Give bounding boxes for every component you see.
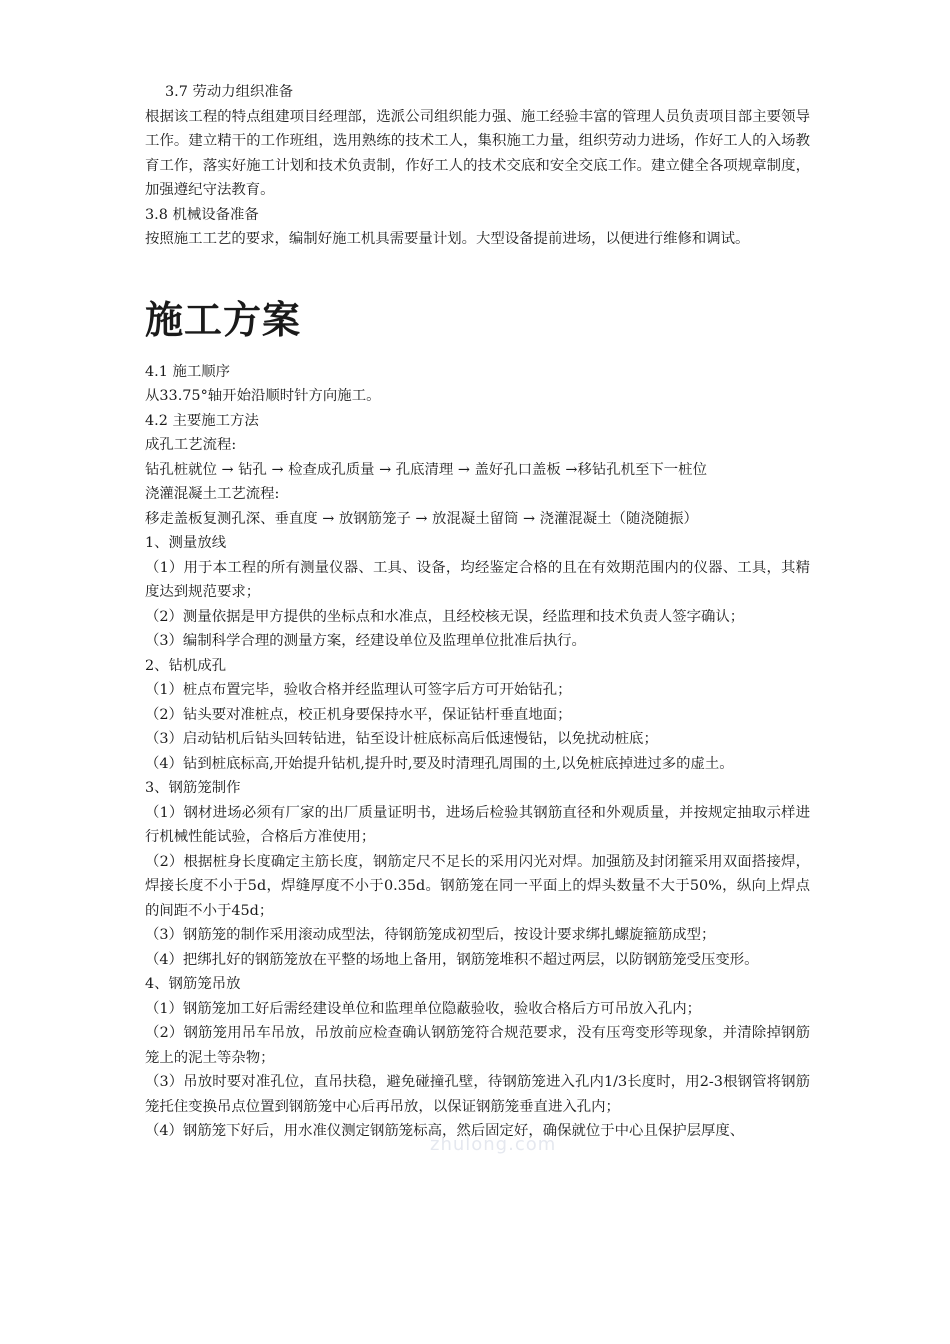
pouring-flow: 移走盖板复测孔深、垂直度 → 放钢筋笼子 → 放混凝土留筒 → 浇灌混凝土（随浇随振） bbox=[145, 510, 698, 527]
section-3-7-heading: 3.7 劳动力组织准备 bbox=[165, 84, 294, 100]
drill-item: （4）钻到桩底标高,开始提升钻机,提升时,要及时清理孔周围的土,以免桩底掉进过多的虚土。 bbox=[145, 755, 734, 772]
measure-item: （2）测量依据是甲方提供的坐标点和水准点，且经校核无误，经监理和技术负责人签字确认； bbox=[145, 608, 745, 625]
cage-item: （2）根据桩身长度确定主筋长度，钢筋定尺不足长的采用闪光对焊。加强筋及封闭箍采用双面搭接焊，焊接长度不小于5d，焊缝厚度不小于0.35d。钢筋笼在同一平面上的焊头数量不大于50%，纵向上焊点的间距不小于45d； bbox=[145, 853, 810, 919]
cage-heading: 3、钢筋笼制作 bbox=[145, 780, 241, 796]
measure-item: （3）编制科学合理的测量方案，经建设单位及监理单位批准后执行。 bbox=[145, 633, 586, 649]
hoist-item: （3）吊放时要对准孔位，直吊扶稳，避免碰撞孔壁，待钢筋笼进入孔内1/3长度时，用2-3根钢管将钢筋笼托住变换吊点位置到钢筋笼中心后再吊放，以保证钢筋笼垂直进入孔内； bbox=[145, 1074, 810, 1115]
drill-item: （3）启动钻机后钻头回转钻进，钻至设计桩底标高后低速慢钻，以免扰动桩底； bbox=[145, 731, 658, 747]
section-3-8-paragraph: 按照施工工艺的要求，编制好施工机具需要量计划。大型设备提前进场，以便进行维修和调试。 bbox=[145, 231, 750, 247]
hoist-item: （4）钢筋笼下好后，用水准仪测定钢筋笼标高，然后固定好，确保就位于中心且保护层厚度、 bbox=[145, 1123, 745, 1139]
drill-heading: 2、钻机成孔 bbox=[145, 657, 227, 674]
measure-item: （1）用于本工程的所有测量仪器、工具、设备，均经鉴定合格的且在有效期范围内的仪器、工具，其精度达到规范要求； bbox=[145, 559, 810, 600]
hoist-heading: 4、钢筋笼吊放 bbox=[145, 976, 241, 992]
drilling-flow: 钻孔桩就位 → 钻孔 → 检查成孔质量 → 孔底清理 → 盖好孔口盖板 →移钻孔机至下一桩位 bbox=[145, 461, 707, 478]
section-4-1-paragraph: 从33.75°轴开始沿顺时针方向施工。 bbox=[145, 388, 381, 404]
drill-item: （1）桩点布置完毕，验收合格并经监理认可签字后方可开始钻孔； bbox=[145, 682, 572, 698]
pouring-flow-label: 浇灌混凝土工艺流程: bbox=[145, 486, 280, 502]
cage-item: （4）把绑扎好的钢筋笼放在平整的场地上备用，钢筋笼堆积不超过两层，以防钢筋笼受压变形。 bbox=[145, 951, 759, 968]
drilling-flow-label: 成孔工艺流程: bbox=[145, 437, 237, 453]
measure-heading: 1、测量放线 bbox=[145, 535, 227, 551]
page-title: 施工方案 bbox=[145, 297, 302, 342]
cage-item: （1）钢材进场必须有厂家的出厂质量证明书，进场后检验其钢筋直径和外观质量，并按规定抽取示样进行机械性能试验，合格后方准使用； bbox=[145, 804, 810, 845]
section-3-8-heading: 3.8 机械设备准备 bbox=[145, 206, 259, 223]
drill-item: （2）钻头要对准桩点，校正机身要保持水平，保证钻杆垂直地面； bbox=[145, 706, 572, 723]
document-page bbox=[145, 80, 810, 1144]
section-3-7-paragraph: 根据该工程的特点组建项目经理部，选派公司组织能力强、施工经验丰富的管理人员负责项目部主要领导工作。建立精干的工作班组，选用熟练的技术工人，集积施工力量，组织劳动力进场，作好工人的入场教育工作，落实好施工计划和技术负责制，作好工人的技术交底和安全交底工作。建立健全各项规章制度，加强遵纪守法教育。 bbox=[145, 108, 810, 198]
hoist-item: （2）钢筋笼用吊车吊放，吊放前应检查确认钢筋笼符合规范要求，没有压弯变形等现象，并清除掉钢筋笼上的泥土等杂物； bbox=[145, 1025, 810, 1066]
hoist-item: （1）钢筋笼加工好后需经建设单位和监理单位隐蔽验收，验收合格后方可吊放入孔内； bbox=[145, 1000, 702, 1017]
cage-item: （3）钢筋笼的制作采用滚动成型法，待钢筋笼成初型后，按设计要求绑扎螺旋箍筋成型； bbox=[145, 927, 716, 943]
section-4-2-heading: 4.2 主要施工方法 bbox=[145, 412, 259, 429]
section-4-1-heading: 4.1 施工顺序 bbox=[145, 363, 231, 380]
watermark: zhulong.com bbox=[430, 1134, 557, 1155]
